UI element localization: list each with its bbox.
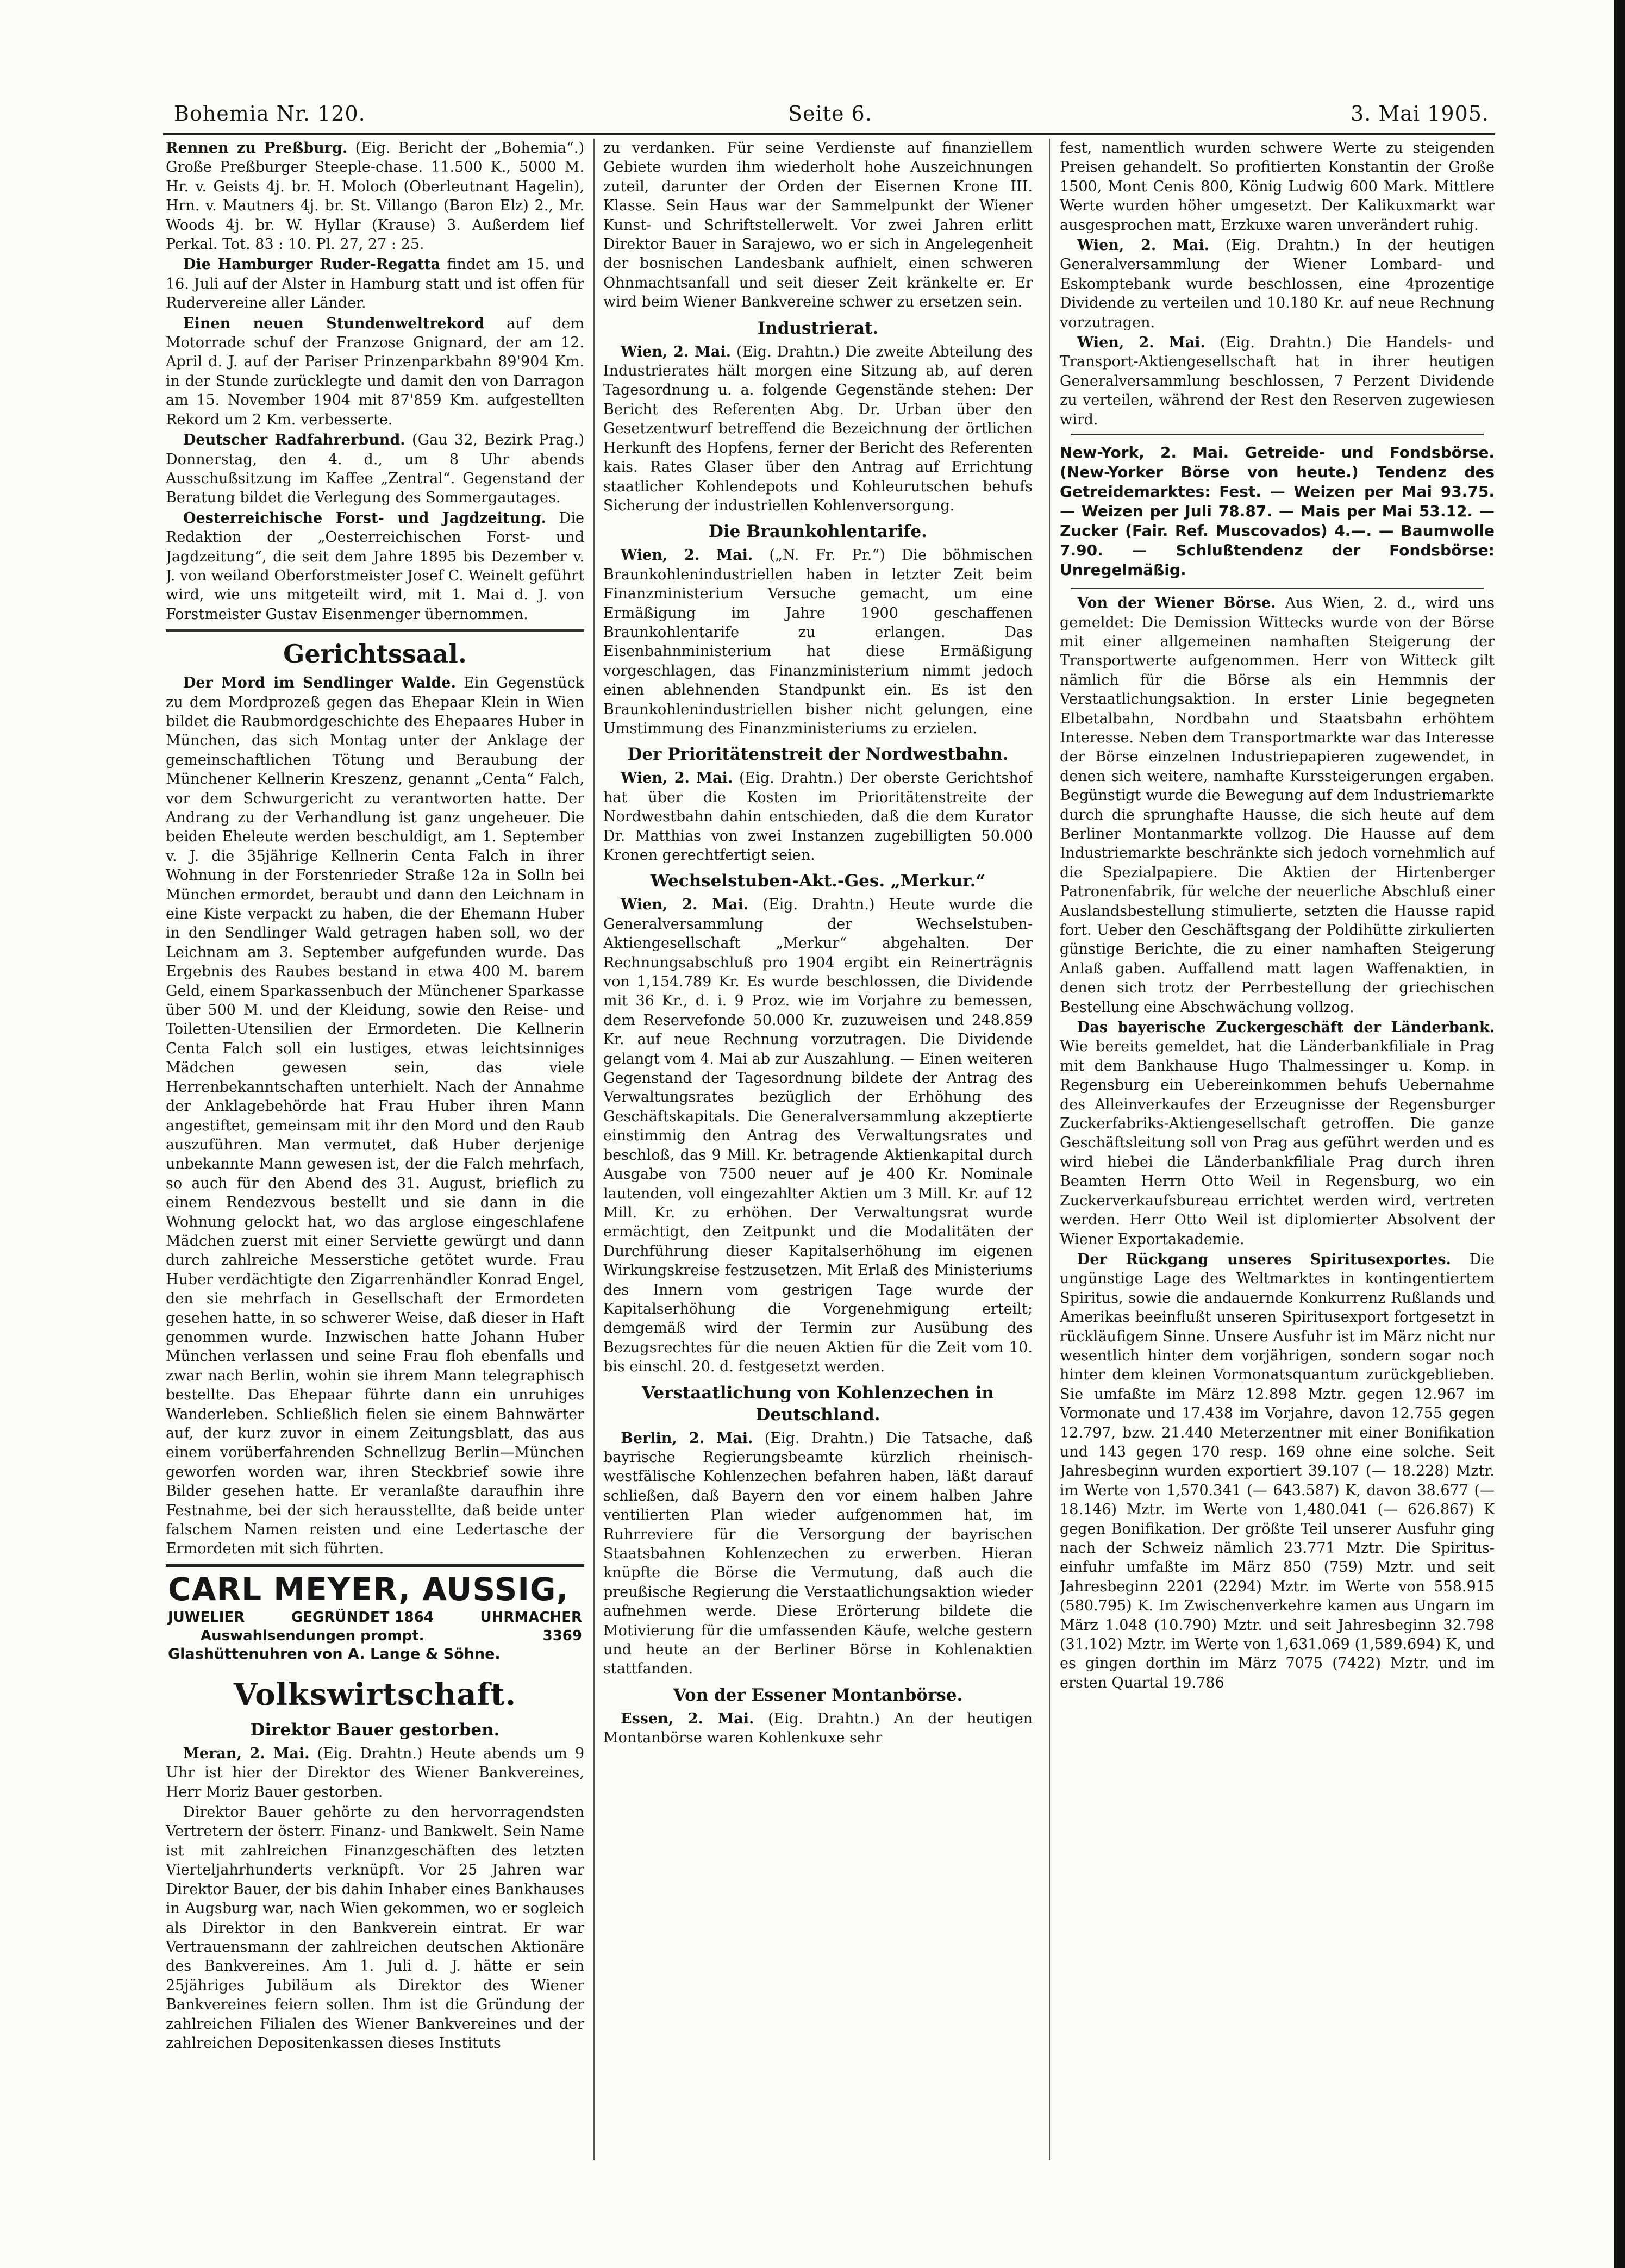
article-paragraph bbox=[166, 430, 584, 508]
article-paragraph bbox=[1060, 333, 1495, 429]
article-title: Verstaatlichung von Kohlenzechen in Deutschland. bbox=[642, 1383, 994, 1424]
ad-right: UHRMACHER bbox=[480, 1609, 582, 1626]
column-2 bbox=[603, 139, 1033, 2166]
article-lead: Wien, 2. Mai. bbox=[621, 896, 749, 914]
article-paragraph bbox=[1060, 593, 1495, 1017]
article-lead: Wien, 2. Mai. bbox=[621, 547, 753, 564]
ad-ref: 3369 bbox=[542, 1627, 582, 1644]
article-text: auf dem Motorrade schuf der Franzose Gnignard, der am 12. April d. J. auf der Pariser Prinzenparkbahn 89'904 Km. in der Stunde zurücklegte und damit den von Darragon am 15. November 1904 mit 87'859 Km. aufgestellten Rekord um 2 Km. verbesserte. bbox=[166, 315, 584, 428]
article-lead: Die Hamburger Ruder-Regatta bbox=[183, 256, 441, 273]
article-lead: Der Rückgang unseres Spiritusexportes. bbox=[1077, 1251, 1451, 1268]
article-paragraph bbox=[166, 139, 584, 254]
article-paragraph: fest, namentlich wurden schwere Werte zu steigenden Preisen gehandelt. So profitierten Konstantin der Große 1500, Mont Cenis 800, König Ludwig 600 Mark. Mittlere Werte wurden höher umgesetzt. Der Kalikuxmarkt war ausgesprochen matt, Erzkuxe waren unverändert ruhig. bbox=[1060, 140, 1495, 234]
article-paragraph bbox=[603, 1709, 1033, 1748]
article-paragraph bbox=[1060, 1018, 1495, 1249]
article-paragraph bbox=[166, 1744, 584, 1802]
market-report: New-York, 2. Mai. Getreide- und Fondsbörse. (New-Yorker Börse von heute.) Tendenz des Getreidemarktes: Fest. — Weizen per Mai 93.75. — Weizen per Juli 78.87. — Mais per Mai 53.12. — Zucker (Fair. Ref. Muscovados) 4.—. — Baumwolle 7.90. — Schlußtendenz der Fondsbörse: Unregelmäßig. bbox=[1060, 443, 1495, 579]
article-lead: Wien, 2. Mai. bbox=[621, 343, 732, 360]
article-paragraph bbox=[603, 342, 1033, 516]
article-text: findet am 15. und 16. Juli auf der Alster in Hamburg statt und ist offen für Rudervereine aller Länder. bbox=[166, 256, 584, 312]
ad-left: JUWELIER bbox=[168, 1609, 245, 1626]
header-date: 3. Mai 1905. bbox=[1351, 102, 1489, 126]
article-title: Der Prioritätenstreit der Nordwestbahn. bbox=[627, 745, 1009, 765]
ad-line2: Auswahlsendungen prompt. bbox=[201, 1627, 424, 1644]
column-rule bbox=[593, 139, 595, 2160]
article-text: (Eig. Drahtn.) Die Tatsache, daß bayrische Regierungsbeamte kürzlich rheinisch-westfälische Kohlenzechen befahren haben, läßt darauf schließen, daß Bayern den vor einem halben Jahre ventilierten Plan wieder aufgenommen hat, im Ruhrreviere für die Versorgung der bayrischen Staatsbahnen Kohlenzechen zu erwerben. Hieran knüpfte die Börse die Vermutung, daß auch die preußische Regierung die Verstaatlichungsaktion wieder aufnehmen werde. Diese Erörterung bildete die Motivierung für die umfassenden Käufe, welche gestern und heute an der Berliner Börse in Kohlenaktien stattfanden. bbox=[603, 1429, 1033, 1678]
section-divider bbox=[1071, 434, 1484, 435]
article-text: (Eig. Drahtn.) In der heutigen Generalversammlung der Wiener Lombard- und Eskomptebank wurde beschlossen, eine 4prozentige Dividende zu verteilen und 10.180 Kr. auf neue Rechnung vorzutragen. bbox=[1060, 237, 1495, 331]
article-text: (Eig. Drahtn.) Heute wurde die Generalversammlung der Wechselstuben-Aktiengesellschaft „Merkur“ abgehalten. Der Rechnungsabschluß pro 1904 ergibt ein Reinerträgnis von 1,154.789 Kr. Es wurde beschlossen, die Dividende mit 36 Kr., d. i. 9 Proz. wie im Vorjahre zu bemessen, dem Reservefonde 50.000 Kr. zuzuweisen und 248.859 Kr. auf neue Rechnung vorzutragen. Die Dividende gelangt vom 4. Mai ab zur Auszahlung. — Einen weiteren Gegenstand der Tagesordnung bildete der Antrag des Verwaltungsrates bezüglich der Erhöhung des Geschäftskapitals. Die Generalversammlung akzeptierte einstimmig den Antrag des Verwaltungsrates und beschloß, das 9 Mill. Kr. betragende Aktienkapital durch Ausgabe von 7500 neuer auf je 400 Kr. Nominale lautenden, voll eingezahlter Aktien um 3 Mill. Kr. auf 12 Mill. Kr. zu erhöhen. Der Verwaltungsrat wurde ermächtigt, den Zeitpunkt und die Modalitäten der Durchführung dieser Kapitalserhöhung im eigenen Wirkungskreise festzusetzen. Mit Erlaß des Ministeriums des Innern vom gestrigen Tage wurde der Kapitalserhöhung die Vorgenehmigung erteilt; demgemäß wird der Termin zur Ausübung des Bezugsrechtes für die neuen Aktien für die Zeit vom 10. bis einschl. 20. d. festgesetzt werden. bbox=[603, 896, 1033, 1376]
article-text: (Eig. Drahtn.) Der oberste Gerichtshof hat über die Kosten im Prioritätenstreite der Nordwestbahn dahin entschieden, daß die dem Kurator Dr. Matthias von zwei Instanzen zugebilligten 50.000 Kronen gerechtfertigt seien. bbox=[603, 770, 1033, 864]
ad-middle: GEGRÜNDET 1864 bbox=[291, 1609, 434, 1626]
article-text: Wie bereits gemeldet, hat die Länderbankfiliale in Prag mit dem Bankhause Hugo Thalmessinger u. Komp. in Regensburg ein Uebereinkommen behufs Uebernahme des Alleinverkaufes der Erzeugnisse der Regensburger Zuckerfabriks-Aktiengesellschaft getroffen. Die ganze Geschäftsleitung soll von Prag aus geführt werden und es wird hiebei die Länderbankfiliale Prag durch ihren Beamten Herrn Otto Weil in Regensburg, wo ein Zuckerverkaufsbureau errichtet werden wird, vertreten werden. Herr Otto Weil ist diplomierter Absolvent der Wiener Exportakademie. bbox=[1060, 1038, 1495, 1248]
article-paragraph bbox=[166, 509, 584, 624]
article-lead: Meran, 2. Mai. bbox=[183, 1745, 310, 1762]
article-title: Industrierat. bbox=[757, 318, 879, 338]
article-text: („N. Fr. Pr.“) Die böhmischen Braunkohlenindustriellen haben in letzter Zeit beim Finanzministerium Versuche gemacht, um eine Ermäßigung im Jahre 1900 geschaffenen Braunkohlentarife zu erlangen. Das Eisenbahnministerium hat diese Ermäßigung vorgeschlagen, das Finanzministerium nimmt jedoch einen ablehnenden Standpunkt ein. Es ist den Braunkohlenindustriellen bisher nicht gelungen, eine Umstimmung des Finanzministeriums zu erzielen. bbox=[603, 547, 1033, 737]
article-lead: Oesterreichische Forst- und Jagdzeitung. bbox=[183, 509, 546, 527]
section-title-gerichtssaal: Gerichtssaal. bbox=[283, 639, 467, 669]
header-issue: Bohemia Nr. 120. bbox=[174, 102, 366, 126]
article-text: Die ungünstige Lage des Weltmarktes in kontingentiertem Spiritus, sowie die andauernde Konkurrenz Rußlands und Amerikas beeinflußt unseren Spiritusexport fortgesetzt in rückläufigem Sinne. Unsere Ausfuhr ist im März nicht nur wesentlich hinter dem vorjährigen, sondern sogar noch hinter dem kleinen Vormonatsquantum zurückgeblieben. Sie umfaßte im März 12.898 Mztr. gegen 12.967 im Vormonate und 17.438 im Vorjahre, davon 12.755 gegen 12.797, bzw. 21.440 Meterzentner mit einer Bonifikation und 143 gegen 170 resp. 169 ohne eine solche. Seit Jahresbeginn wurden exportiert 39.107 (— 18.228) Mztr. im Werte von 1,570.341 (— 643.587) K, davon 38.677 (— 18.146) Mztr. im Werte von 1,480.041 (— 626.867) K gegen Bonifikation. Der größte Teil unserer Ausfuhr ging nach der Schweiz nämlich 23.771 Mztr. Die Spiritus-einfuhr umfaßte im März 850 (759) Mztr. und seit Jahresbeginn 2201 (2294) Mztr. im Werte von 558.915 (580.795) K. Im Zwischenverkehre kamen aus Ungarn im März 1.048 (10.790) Mztr. und seit Jahresbeginn 32.798 (31.102) Mztr. im Werte von 1,631.069 (1,589.694) K, und es gingen dorthin im März 7075 (7422) Mztr. und im ersten Quartal 19.786 bbox=[1060, 1251, 1495, 1691]
section-divider bbox=[1071, 588, 1484, 589]
article-paragraph bbox=[1060, 236, 1495, 332]
header-page-number: Seite 6. bbox=[788, 102, 872, 126]
article-lead: Wien, 2. Mai. bbox=[621, 770, 733, 787]
article-title: Wechselstuben-Akt.-Ges. „Merkur.“ bbox=[650, 871, 986, 891]
article-text: (Eig. Drahtn.) An der heutigen Montanbörse waren Kohlenkuxe sehr bbox=[603, 1710, 1033, 1747]
article-lead: Wien, 2. Mai. bbox=[1077, 237, 1210, 254]
scan-edge bbox=[1614, 0, 1625, 2268]
article-title: Direktor Bauer gestorben. bbox=[250, 1720, 500, 1740]
ad-subline bbox=[168, 1608, 582, 1627]
article-text: Aus Wien, 2. d., wird uns gemeldet: Die Demission Wittecks wurde von der Börse mit einer allgemeinen namhaften Steigerung der Transportwerte aufgenommen. Herr von Witteck gilt nämlich für die Börse als ein Hemmnis der Verstaatlichungsaktion. In erster Linie begegneten Elbetalbahn, Nordbahn und Staatsbahn erhöhtem Interesse. Neben dem Transportmarkte war das Interesse der Börse einzelnen Industriepapieren zugewendet, in denen sich weitere, namhafte Kurssteigerungen ergaben. Begünstigt wurde die Bewegung auf dem Industriemarkte durch die sprunghafte Hausse, die sich heute auf dem Berliner Montanmarkte vollzog. Die Hausse auf dem Industriemarkte beschränkte sich jedoch vornehmlich auf die Spezialpapiere. Die Aktien der Hirtenberger Patronenfabrik, für welche der neuerliche Abschluß einer Auslandsbestellung stimulierte, setzten die Hausse rapid fort. Ueber den Geschäftsgang der Poldihütte zirkulierten günstige Berichte, die zu einer namhaften Steigerung Anlaß gaben. Auffallend matt lagen Waffenaktien, in denen sich trotz der Perrbestellung der griechischen Bestellung eine Abschwächung vollzog. bbox=[1060, 595, 1495, 1016]
ad-line bbox=[168, 1627, 582, 1645]
ad-line3: Glashüttenuhren von A. Lange & Söhne. bbox=[168, 1645, 501, 1663]
article-text: (Eig. Drahtn.) Heute abends um 9 Uhr ist hier der Direktor des Wiener Bankvereines, Herr Moriz Bauer gestorben. bbox=[166, 1745, 584, 1801]
advertisement-carl-meyer bbox=[166, 1564, 584, 1668]
article-title: Die Braunkohlentarife. bbox=[709, 522, 927, 542]
section-title-volkswirtschaft: Volkswirtschaft. bbox=[233, 1676, 517, 1713]
column-3 bbox=[1060, 139, 1495, 2166]
ad-title: CARL MEYER, AUSSIG, bbox=[168, 1570, 569, 1608]
article-paragraph bbox=[603, 895, 1033, 1376]
article-lead: Einen neuen Stundenweltrekord bbox=[183, 315, 485, 332]
column-1 bbox=[166, 139, 584, 2166]
column-rule bbox=[1049, 139, 1050, 2160]
article-paragraph bbox=[166, 314, 584, 429]
article-text: (Eig. Drahtn.) Die zweite Abteilung des Industrierates hält morgen eine Sitzung ab, auf deren Tagesordnung u. a. folgende Gegenstände stehen: Der Bericht des Referenten Abg. Dr. Urban über den Gesetzentwurf betreffend die Bezeichnung der örtlichen Herkunft des Hopfens, ferner der Bericht des Referenten kais. Rates Glaser über den Antrag auf Errichtung staatlicher Kohlendepots und Kohleurutschen behufs Sicherung der industriellen Kohlenversorgung. bbox=[603, 343, 1033, 514]
article-text: (Eig. Bericht der „Bohemia“.) Große Preßburger Steeple-chase. 11.500 K., 5000 M. Hr. v. Geists 4j. br. H. Moloch (Oberleutnant Hagelin), Hrn. v. Mautners 4j. br. St. Villango (Baron Elz) 2., Mr. Woods 4j. br. W. Hyllar (Krause) 3. Außerdem lief Perkal. Tot. 83 : 10. Pl. 27, 27 : 25. bbox=[166, 140, 584, 253]
article-text: (Eig. Drahtn.) Die Handels- und Transport-Aktiengesellschaft hat in ihrer heutigen Generalversammlung beschlossen, 7 Perzent Dividende zu verteilen, während der Rest den Reserven zugewiesen wird. bbox=[1060, 334, 1495, 428]
article-paragraph bbox=[1060, 1250, 1495, 1692]
section-divider bbox=[166, 629, 584, 632]
article-paragraph bbox=[603, 769, 1033, 865]
article-title: Von der Essener Montanbörse. bbox=[673, 1685, 963, 1705]
article-lead: Deutscher Radfahrerbund. bbox=[183, 432, 405, 449]
article-paragraph bbox=[166, 255, 584, 313]
article-text: Ein Gegenstück zu dem Mordprozeß gegen das Ehepaar Klein in Wien bildet die Raubmordgeschichte des Ehepaares Huber in München, das sich Montag unter der Anklage der gemeinschaftlichen Tötung und Beraubung der Münchener Kellnerin Kreszenz, genannt „Centa“ Falch, vor dem Schwurgericht zu verantworten hatte. Der Andrang zu der Verhandlung ist ganz ungeheuer. Die beiden Eheleute werden beschuldigt, am 1. September v. J. die 35jährige Kellnerin Centa Falch in ihrer Wohnung in der Forstenrieder Straße 12a in Solln bei München ermordet, beraubt und dann den Leichnam in eine Kiste verpackt zu haben, die der Ehemann Huber in den Sendlinger Wald getragen haben soll, wo der Leichnam am 3. September aufgefunden wurde. Das Ergebnis des Raubes bestand in etwa 400 M. barem Geld, einem Sparkassenbuch der Münchener Sparkasse über 500 M. und der Kleidung, sowie den Reise- und Toiletten-Utensilien der Ermordeten. Die Kellnerin Centa Falch soll ein lustiges, etwas leichtsinniges Mädchen gewesen sein, das viele Herrenbekanntschaften unterhielt. Nach der Annahme der Anklagebehörde hat Frau Huber ihren Mann angestiftet, gemeinsam mit ihr den Mord und den Raub auszuführen. Man vermutet, daß Huber derjenige unbekannte Mann gewesen ist, der die Falch mehrfach, so auch für den Abend des 31. August, brieflich zu einem Rendezvous bestellt und sie dann in die Wohnung gelockt hat, wo das arglose eingeschlafene Mädchen zuerst mit einer Serviette gewürgt und dann durch zahlreiche Messerstiche getötet wurde. Frau Huber verdächtigte den Zigarrenhändler Konrad Engel, den sie mehrfach in Gesellschaft der Ermordeten gesehen hatte, in so schwerer Weise, daß dieser in Haft genommen wurde. Inzwischen hatte Johann Huber München verlassen und seine Frau floh ebenfalls und zwar nach Berlin, wohin sie ihrem Mann telegraphisch bestellte. Das Ehepaar führte dann ein unruhiges Wanderleben. Schließlich fielen sie einem Bahnwärter auf, der kurz zuvor in einem Zeitungsblatt, das aus einem vorüberfahrenden Schnellzug Berlin—München geworfen worden war, ihren Steckbrief sowie ihre Bilder gesehen hatte. Er veranlaßte daraufhin ihre Festnahme, bei der sich herausstellte, daß beide unter falschem Namen reisten und eine Ledertasche der Ermordeten mit sich führten. bbox=[166, 674, 584, 1558]
article-lead: Das bayerische Zuckergeschäft der Länderbank. bbox=[1077, 1019, 1495, 1036]
article-text: Die Redaktion der „Oesterreichischen Forst- und Jagdzeitung“, die seit dem Jahre 1895 bis Dezember v. J. von weiland Oberforstmeister Josef C. Weinelt geführt wird, wie uns mitgeteilt wird, mit 1. Mai d. J. von Forstmeister Gustav Eisenmenger übernommen. bbox=[166, 509, 584, 623]
article-lead: Rennen zu Preßburg. bbox=[166, 140, 348, 157]
article-paragraph: zu verdanken. Für seine Verdienste auf finanziellem Gebiete wurden ihm wiederholt hohe Auszeichnungen zuteil, darunter der Orden der Eisernen Krone III. Klasse. Sein Haus war der Sammelpunkt der Wiener Kunst- und Schriftstellerwelt. Vor zwei Jahren erlitt Direktor Bauer in Sarajewo, wo er sich in Angelegenheit der bosnischen Landesbank aufhielt, einen schweren Ohnmachtsanfall und seit dieser Zeit kränkelte er. Er wird beim Wiener Bankvereine schwer zu ersetzen sein. bbox=[603, 140, 1033, 311]
article-paragraph: Direktor Bauer gehörte zu den hervorragendsten Vertretern der österr. Finanz- und Bankwelt. Sein Name ist mit zahlreichen Finanzgeschäften des letzten Vierteljahrhunderts verknüpft. Vor 25 Jahren war Direktor Bauer, der bis dahin Inhaber eines Bankhauses in Augsburg war, nach Wien gekommen, wo er sogleich als Direktor in den Bankverein eintrat. Er war Vertrauensmann der zahlreichen deutschen Aktionäre des Bankvereines. Am 1. Juli d. J. hätte er sein 25jähriges Jubiläum als Direktor des Wiener Bankvereines feiern sollen. Ihm ist die Gründung der zahlreichen Filialen des Wiener Bankvereines und der zahlreichen Depositenkassen dieses Instituts bbox=[166, 1804, 584, 2052]
article-lead: Wien, 2. Mai. bbox=[1077, 334, 1205, 352]
article-paragraph bbox=[603, 1429, 1033, 1679]
article-paragraph bbox=[166, 673, 584, 1559]
article-lead: Der Mord im Sendlinger Walde. bbox=[183, 674, 456, 692]
article-lead: Essen, 2. Mai. bbox=[621, 1710, 754, 1727]
article-lead: Berlin, 2. Mai. bbox=[621, 1429, 753, 1447]
article-text: (Gau 32, Bezirk Prag.) Donnerstag, den 4. d., um 8 Uhr abends Ausschußsitzung im Kaffee „Zentral“. Gegenstand der Beratung bildet die Verlegung des Sommergautages. bbox=[166, 432, 584, 507]
article-lead: Von der Wiener Börse. bbox=[1077, 595, 1276, 612]
page-header bbox=[163, 95, 1495, 135]
article-paragraph bbox=[603, 546, 1033, 738]
